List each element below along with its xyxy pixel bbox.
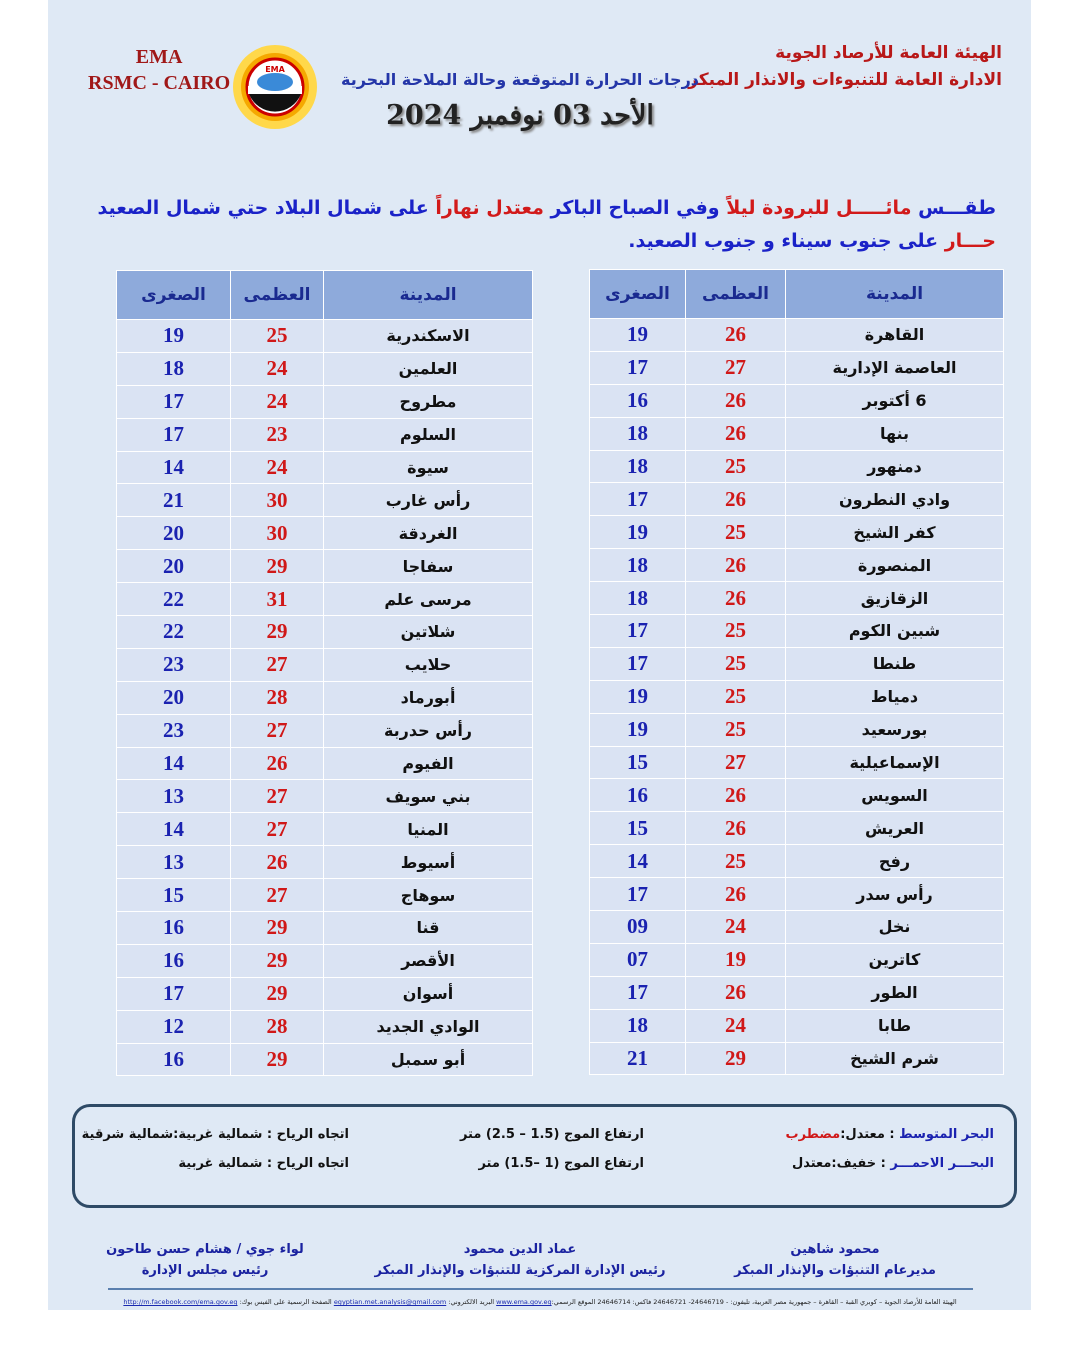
max-temp: 26 [686, 582, 786, 615]
max-temp: 27 [686, 746, 786, 779]
table-row [117, 714, 533, 747]
signature-2 [370, 1239, 670, 1281]
weather-summary [96, 192, 996, 258]
min-temp: 18 [590, 582, 686, 615]
table-row [590, 943, 1004, 976]
table-row [117, 912, 533, 945]
table-row [590, 319, 1004, 352]
city-name: الاسكندرية [324, 320, 533, 353]
city-name: السويس [786, 779, 1004, 812]
signature-name: لواء جوي / هشام حسن طاحون [106, 1242, 304, 1257]
max-temp: 25 [686, 713, 786, 746]
city-name: الأقصر [324, 944, 533, 977]
svg-text:EMA: EMA [265, 65, 285, 74]
med-sea-status: مضطرب [785, 1127, 841, 1142]
city-name: الإسماعيلية [786, 746, 1004, 779]
city-name: القاهرة [786, 319, 1004, 352]
table-row [590, 417, 1004, 450]
signature-title: مديرعام التنبؤات والإنذار المبكر [734, 1263, 936, 1278]
signature-1 [720, 1239, 950, 1281]
col-city: المدينة [786, 270, 1004, 319]
max-temp: 27 [686, 351, 786, 384]
min-temp: 21 [117, 484, 231, 517]
table-row [590, 582, 1004, 615]
table-row [590, 351, 1004, 384]
min-temp: 15 [117, 879, 231, 912]
facebook-link[interactable]: http://m.facebook.com/ema.gov.eg [123, 1298, 238, 1306]
city-name: شرم الشيخ [786, 1042, 1004, 1075]
max-temp: 26 [686, 976, 786, 1009]
red-wave-height: ارتفاع الموج (1 –1.5) متر [478, 1156, 644, 1171]
min-temp: 23 [117, 648, 231, 681]
med-sea-state [786, 1127, 994, 1142]
document-subtitle: درجات الحرارة المتوقعة وحالة الملاحة البحرية [340, 70, 699, 89]
table-row [590, 911, 1004, 944]
table-row [117, 550, 533, 583]
min-temp: 22 [117, 583, 231, 616]
col-min: الصغرى [117, 271, 231, 320]
max-temp: 24 [686, 911, 786, 944]
table-row [590, 615, 1004, 648]
table-row [117, 977, 533, 1010]
city-name: دمياط [786, 680, 1004, 713]
city-name: حلايب [324, 648, 533, 681]
table-row [590, 845, 1004, 878]
table-row [117, 352, 533, 385]
city-name: رأس سدر [786, 878, 1004, 911]
forecast-date: الأحد 03 نوفمبر 2024 [386, 100, 654, 131]
table-row [117, 944, 533, 977]
table-row [590, 976, 1004, 1009]
marine-conditions-box [72, 1104, 1017, 1208]
email-label: البريد الالكتروني: [446, 1298, 497, 1306]
min-temp: 17 [590, 483, 686, 516]
table-row [117, 1010, 533, 1043]
min-temp: 12 [117, 1010, 231, 1043]
min-temp: 18 [590, 549, 686, 582]
max-temp: 27 [231, 648, 324, 681]
website-link[interactable]: www.ema.gov.eg [496, 1298, 552, 1306]
min-temp: 19 [117, 320, 231, 353]
max-temp: 25 [231, 320, 324, 353]
max-temp: 26 [231, 747, 324, 780]
min-temp: 22 [117, 616, 231, 649]
min-temp: 16 [117, 912, 231, 945]
max-temp: 27 [231, 780, 324, 813]
red-sea-state [792, 1156, 994, 1171]
signature-title: رئيس مجلس الإدارة [141, 1263, 269, 1278]
max-temp: 24 [231, 352, 324, 385]
city-name: أبو سمبل [324, 1043, 533, 1076]
min-temp: 18 [590, 417, 686, 450]
signature-name: عماد الدين محمود [463, 1242, 577, 1257]
min-temp: 16 [117, 1043, 231, 1076]
min-temp: 19 [590, 680, 686, 713]
max-temp: 26 [686, 417, 786, 450]
city-name: نخل [786, 911, 1004, 944]
table-row [590, 680, 1004, 713]
max-temp: 30 [231, 484, 324, 517]
min-temp: 18 [117, 352, 231, 385]
table-row [117, 1043, 533, 1076]
city-name: رأس غارب [324, 484, 533, 517]
table-row [590, 450, 1004, 483]
email-link[interactable]: egyptian.met.analysis@gmail.com [333, 1298, 447, 1306]
max-temp: 23 [231, 418, 324, 451]
max-temp: 26 [231, 846, 324, 879]
min-temp: 19 [590, 319, 686, 352]
signature-name: محمود شاهين [790, 1242, 880, 1257]
min-temp: 19 [590, 713, 686, 746]
summary-segment: وفي الصباح الباكر [543, 197, 720, 219]
city-name: السلوم [324, 418, 533, 451]
max-temp: 26 [686, 483, 786, 516]
min-temp: 21 [590, 1042, 686, 1075]
col-city: المدينة [324, 271, 533, 320]
med-sea-sep: : معتدل: [840, 1127, 900, 1142]
med-wave-height: ارتفاع الموج (1.5 – 2.5) متر [459, 1127, 644, 1142]
table-row [117, 484, 533, 517]
city-name: طنطا [786, 647, 1004, 680]
org-line-1: الهيئة العامة للأرصاد الجوية [775, 43, 1002, 63]
table-row [590, 1042, 1004, 1075]
table-row [117, 879, 533, 912]
summary-segment: على شمال البلاد حتي شمال الصعيد [97, 197, 429, 219]
organization-name [688, 40, 1002, 94]
ema-text: EMA [135, 46, 183, 68]
max-temp: 29 [231, 1043, 324, 1076]
max-temp: 28 [231, 681, 324, 714]
city-name: دمنهور [786, 450, 1004, 483]
min-temp: 17 [590, 647, 686, 680]
city-name: سوهاج [324, 879, 533, 912]
summary-segment: على جنوب سيناء و جنوب الصعيد. [628, 230, 939, 252]
table-row [117, 451, 533, 484]
city-name: بورسعيد [786, 713, 1004, 746]
city-name: الغردقة [324, 517, 533, 550]
table-row [117, 813, 533, 846]
city-name: العاصمة الإدارية [786, 351, 1004, 384]
col-max: العظمى [231, 271, 324, 320]
city-name: المنيا [324, 813, 533, 846]
max-temp: 19 [686, 943, 786, 976]
table-row [117, 747, 533, 780]
city-name: رأس حدربة [324, 714, 533, 747]
table-row [590, 384, 1004, 417]
city-name: أسيوط [324, 846, 533, 879]
red-sea-label: البحـــر الاحمـــر [890, 1156, 994, 1171]
max-temp: 27 [231, 813, 324, 846]
max-temp: 29 [231, 550, 324, 583]
table-row [117, 418, 533, 451]
city-name: 6 أكتوبر [786, 384, 1004, 417]
table-row [590, 878, 1004, 911]
max-temp: 29 [231, 977, 324, 1010]
min-temp: 13 [117, 780, 231, 813]
max-temp: 25 [686, 647, 786, 680]
min-temp: 17 [590, 615, 686, 648]
max-temp: 29 [686, 1042, 786, 1075]
min-temp: 20 [117, 681, 231, 714]
table-row [590, 812, 1004, 845]
max-temp: 29 [231, 616, 324, 649]
min-temp: 18 [590, 1009, 686, 1042]
summary-segment: حـــار [938, 230, 996, 252]
table-row [590, 549, 1004, 582]
footer-contact [100, 1298, 980, 1306]
facebook-label: الصفحة الرسمية على الفيس بوك: [237, 1298, 334, 1306]
max-temp: 31 [231, 583, 324, 616]
max-temp: 26 [686, 549, 786, 582]
city-name: بنها [786, 417, 1004, 450]
table-row [590, 483, 1004, 516]
temperature-table-left [116, 270, 533, 1076]
table-row [117, 846, 533, 879]
min-temp: 17 [117, 977, 231, 1010]
max-temp: 26 [686, 812, 786, 845]
table-row [117, 517, 533, 550]
summary-segment: طقـــس [911, 197, 996, 219]
col-max: العظمى [686, 270, 786, 319]
temperature-table-right [589, 269, 1004, 1075]
summary-line-2 [96, 225, 996, 258]
org-line-2: الادارة العامة للتنبوءات والانذار المبكر [688, 70, 1002, 90]
min-temp: 17 [117, 385, 231, 418]
city-name: سيوة [324, 451, 533, 484]
city-name: شلاتين [324, 616, 533, 649]
max-temp: 28 [231, 1010, 324, 1043]
table-row [590, 746, 1004, 779]
city-name: أسوان [324, 977, 533, 1010]
min-temp: 17 [590, 878, 686, 911]
table-row [590, 647, 1004, 680]
ema-logo-icon [232, 44, 318, 130]
table-row [590, 713, 1004, 746]
min-temp: 20 [117, 550, 231, 583]
city-name: طابا [786, 1009, 1004, 1042]
table-row [590, 779, 1004, 812]
table-row [590, 516, 1004, 549]
min-temp: 13 [117, 846, 231, 879]
max-temp: 25 [686, 516, 786, 549]
max-temp: 26 [686, 878, 786, 911]
min-temp: 17 [590, 351, 686, 384]
min-temp: 14 [117, 747, 231, 780]
city-name: المنصورة [786, 549, 1004, 582]
city-name: العلمين [324, 352, 533, 385]
col-min: الصغرى [590, 270, 686, 319]
signature-title: رئيس الإدارة المركزية للتنبؤات والإنذار المبكر [374, 1263, 666, 1278]
min-temp: 16 [590, 384, 686, 417]
med-wind-direction: اتجاه الرياح : شمالية غربية:شمالية شرقية [81, 1127, 349, 1142]
city-name: كفر الشيخ [786, 516, 1004, 549]
city-name: الزقازيق [786, 582, 1004, 615]
min-temp: 15 [590, 746, 686, 779]
table-row [117, 583, 533, 616]
city-name: وادي النطرون [786, 483, 1004, 516]
city-name: قنا [324, 912, 533, 945]
max-temp: 24 [231, 385, 324, 418]
min-temp: 14 [117, 813, 231, 846]
max-temp: 29 [231, 912, 324, 945]
min-temp: 18 [590, 450, 686, 483]
footer-divider [108, 1288, 973, 1290]
city-name: شبين الكوم [786, 615, 1004, 648]
max-temp: 30 [231, 517, 324, 550]
table-row [590, 1009, 1004, 1042]
max-temp: 29 [231, 944, 324, 977]
table-row [117, 320, 533, 353]
max-temp: 27 [231, 879, 324, 912]
max-temp: 26 [686, 319, 786, 352]
max-temp: 25 [686, 615, 786, 648]
max-temp: 25 [686, 845, 786, 878]
summary-segment: معتدل نهاراً [428, 197, 544, 219]
city-name: مرسى علم [324, 583, 533, 616]
city-name: العريش [786, 812, 1004, 845]
table-row [117, 780, 533, 813]
table-row [117, 385, 533, 418]
table-row [117, 648, 533, 681]
city-name: أبورماد [324, 681, 533, 714]
city-name: سفاجا [324, 550, 533, 583]
max-temp: 26 [686, 779, 786, 812]
min-temp: 07 [590, 943, 686, 976]
city-name: الوادي الجديد [324, 1010, 533, 1043]
city-name: مطروح [324, 385, 533, 418]
min-temp: 17 [117, 418, 231, 451]
min-temp: 16 [590, 779, 686, 812]
city-name: بني سويف [324, 780, 533, 813]
summary-line-1 [96, 192, 996, 225]
city-name: رفح [786, 845, 1004, 878]
med-sea-label: البحر المتوسط [899, 1127, 994, 1142]
max-temp: 24 [686, 1009, 786, 1042]
min-temp: 17 [590, 976, 686, 1009]
max-temp: 25 [686, 680, 786, 713]
city-name: كاترين [786, 943, 1004, 976]
min-temp: 15 [590, 812, 686, 845]
min-temp: 14 [117, 451, 231, 484]
max-temp: 24 [231, 451, 324, 484]
min-temp: 16 [117, 944, 231, 977]
rsmc-text: RSMC - CAIRO [88, 72, 231, 94]
ema-label [88, 44, 230, 96]
min-temp: 09 [590, 911, 686, 944]
min-temp: 23 [117, 714, 231, 747]
max-temp: 26 [686, 384, 786, 417]
table-row [117, 616, 533, 649]
footer-address: الهيئة العامة للأرصاد الجوية – كوبري القبة – القاهرة – جمهورية مصر العربية، تليفون: - 24646719- 24646721 فاكس: 24646714 الموقع الرسمي: [551, 1298, 957, 1306]
red-wind-direction: اتجاه الرياح : شمالية غربية [178, 1156, 349, 1171]
signature-3 [100, 1239, 310, 1281]
city-name: الفيوم [324, 747, 533, 780]
summary-segment: مائـــــل للبرودة ليلاً [719, 197, 912, 219]
table-row [117, 681, 533, 714]
max-temp: 25 [686, 450, 786, 483]
city-name: الطور [786, 976, 1004, 1009]
red-sea-status: : خفيف:معتدل [791, 1156, 891, 1171]
min-temp: 19 [590, 516, 686, 549]
min-temp: 14 [590, 845, 686, 878]
max-temp: 27 [231, 714, 324, 747]
min-temp: 20 [117, 517, 231, 550]
